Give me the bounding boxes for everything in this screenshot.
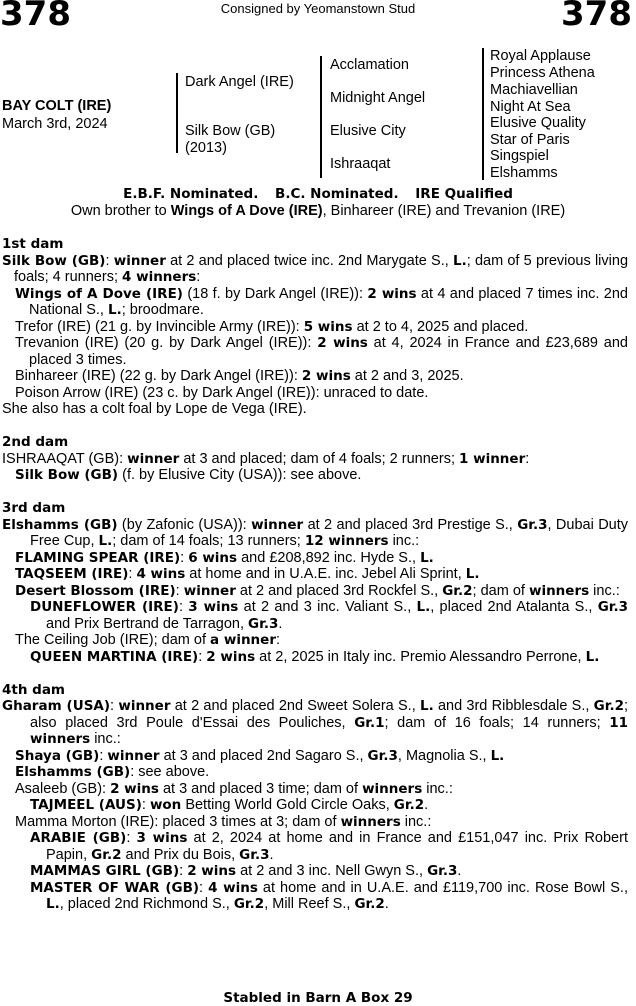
family-entry: The Ceiling Job (IRE); dam of a winner: <box>15 632 281 648</box>
lot-number-right: 378 <box>561 0 632 34</box>
ebf-nomination: E.B.F. Nominated. <box>123 186 259 202</box>
fourth-dam-section <box>2 682 628 913</box>
second-dam-section <box>2 434 628 484</box>
pedigree-line-3 <box>482 48 484 180</box>
pedigree-line-1 <box>176 73 178 153</box>
g-3: Night At Sea <box>490 99 571 115</box>
g-0: Royal Applause <box>490 48 591 64</box>
sire-sire: Acclamation <box>330 57 409 73</box>
dam-dam: Ishraaqat <box>330 156 391 172</box>
family-entry: ARABIE (GB): 3 wins at 2, 2024 at home and in France and £151,047 inc. Prix Robert Papin, Gr.2 and Prix du Bois, Gr.3. <box>30 830 628 863</box>
family-entry: Elshamms (GB): see above. <box>15 764 210 780</box>
family-entry: TAJMEEL (AUS): won Betting World Gold Circle Oaks, Gr.2. <box>30 797 429 813</box>
family-entry: Wings of A Dove (IRE) (18 f. by Dark Angel (IRE)): 2 wins at 4 and placed 7 times inc. 2nd National S., L.; broodmare. <box>15 285 628 318</box>
dam: Silk Bow (GB) <box>185 123 276 139</box>
dam-sire: Elusive City <box>330 123 406 139</box>
family-entry: Desert Blossom (IRE): winner at 2 and placed 3rd Rockfel S., Gr.2; dam of winners inc.: <box>15 582 620 599</box>
family-entry: Mamma Morton (IRE): placed 3 times at 3; dam of winners inc.: <box>15 813 432 830</box>
catalogue-body <box>2 236 628 929</box>
family-entry: Shaya (GB): winner at 3 and placed 2nd Sagaro S., Gr.3, Magnolia S., L. <box>15 747 505 764</box>
section-heading-2nd-dam: 2nd dam <box>2 434 69 450</box>
family-entry: Silk Bow (GB): winner at 2 and placed twice inc. 2nd Marygate S., L.; dam of 5 previous living foals; 4 runners; 4 winners: <box>2 252 629 285</box>
family-entry: MASTER OF WAR (GB): 4 wins at home and in U.A.E. and £119,700 inc. Rose Bowl S., L., placed 2nd Richmond S., Gr.2, Mill Reef S., Gr.2. <box>30 879 628 912</box>
family-entry: She also has a colt foal by Lope de Vega (IRE). <box>2 401 307 417</box>
family-entry: QUEEN MARTINA (IRE): 2 wins at 2, 2025 in Italy inc. Premio Alessandro Perrone, L. <box>30 648 600 665</box>
pedigree-line-2 <box>320 56 322 178</box>
horse-dob: March 3rd, 2024 <box>2 116 108 132</box>
third-dam-section <box>2 500 628 665</box>
bc-nomination: B.C. Nominated. <box>275 186 399 202</box>
family-entry: DUNEFLOWER (IRE): 3 wins at 2 and 3 inc. Valiant S., L., placed 2nd Atalanta S., Gr.3 and Prix Bertrand de Tarragon, Gr.3. <box>30 599 629 632</box>
family-entry: Elshamms (GB) (by Zafonic (USA)): winner at 2 and placed 3rd Prestige S., Gr.3, Dubai Duty Free Cup, L.; dam of 14 foals; 13 runners; 12 winners inc.: <box>2 516 629 549</box>
family-entry: Binhareer (IRE) (22 g. by Dark Angel (IRE)): 2 wins at 2 and 3, 2025. <box>15 368 464 384</box>
nominations <box>0 186 636 202</box>
g-7: Elshamms <box>490 165 558 181</box>
consignor: Consigned by Yeomanstown Stud <box>220 1 416 16</box>
ire-qualified: IRE Qualified <box>415 186 513 202</box>
section-heading-4th-dam: 4th dam <box>2 681 65 698</box>
family-entry: FLAMING SPEAR (IRE): 6 wins and £208,892 inc. Hyde S., L. <box>15 549 434 566</box>
family-entry: Silk Bow (GB) (f. by Elusive City (USA)): see above. <box>15 467 362 483</box>
own-brother-line: Own brother to Wings of A Dove (IRE), Binhareer (IRE) and Trevanion (IRE) <box>70 203 566 219</box>
g-2: Machiavellian <box>490 82 578 98</box>
first-dam-section <box>2 236 628 418</box>
g-6: Singspiel <box>490 148 549 164</box>
g-4: Elusive Quality <box>490 115 586 131</box>
family-entry: Trevanion (IRE) (20 g. by Dark Angel (IRE)): 2 wins at 4, 2024 in France and £23,689 and placed 3 times. <box>15 335 628 368</box>
sire: Dark Angel (IRE) <box>185 74 294 90</box>
family-entry: MAMMAS GIRL (GB): 2 wins at 2 and 3 inc. Nell Gwyn S., Gr.3. <box>30 863 462 879</box>
family-entry: Poison Arrow (IRE) (23 c. by Dark Angel (IRE)): unraced to date. <box>15 384 429 401</box>
family-entry: Trefor (IRE) (21 g. by Invincible Army (IRE)): 5 wins at 2 to 4, 2025 and placed. <box>15 318 529 335</box>
dam-year: (2013) <box>185 140 227 156</box>
horse-name: BAY COLT (IRE) <box>2 98 112 114</box>
family-entry: TAQSEEM (IRE): 4 wins at home and in U.A.E. inc. Jebel Ali Sprint, L. <box>15 566 480 582</box>
section-heading-1st-dam: 1st dam <box>2 236 64 252</box>
stabling-info: Stabled in Barn A Box 29 <box>223 990 413 1006</box>
sire-dam: Midnight Angel <box>330 90 426 106</box>
g-5: Star of Paris <box>490 132 570 148</box>
family-entry: Asaleeb (GB): 2 wins at 3 and placed 3 time; dam of winners inc.: <box>15 780 453 797</box>
family-entry: Gharam (USA): winner at 2 and placed 2nd Sweet Solera S., L. and 3rd Ribblesdale S., Gr.2; also placed 3rd Poule d'Essai des Pouliches, Gr.1; dam of 16 foals; 14 runners; 11 winners inc.: <box>2 698 629 747</box>
lot-number-left: 378 <box>0 0 71 34</box>
family-entry: ISHRAAQAT (GB): winner at 3 and placed; dam of 4 foals; 2 runners; 1 winner: <box>2 450 530 467</box>
g-1: Princess Athena <box>490 65 595 81</box>
section-heading-3rd-dam: 3rd dam <box>2 500 66 516</box>
